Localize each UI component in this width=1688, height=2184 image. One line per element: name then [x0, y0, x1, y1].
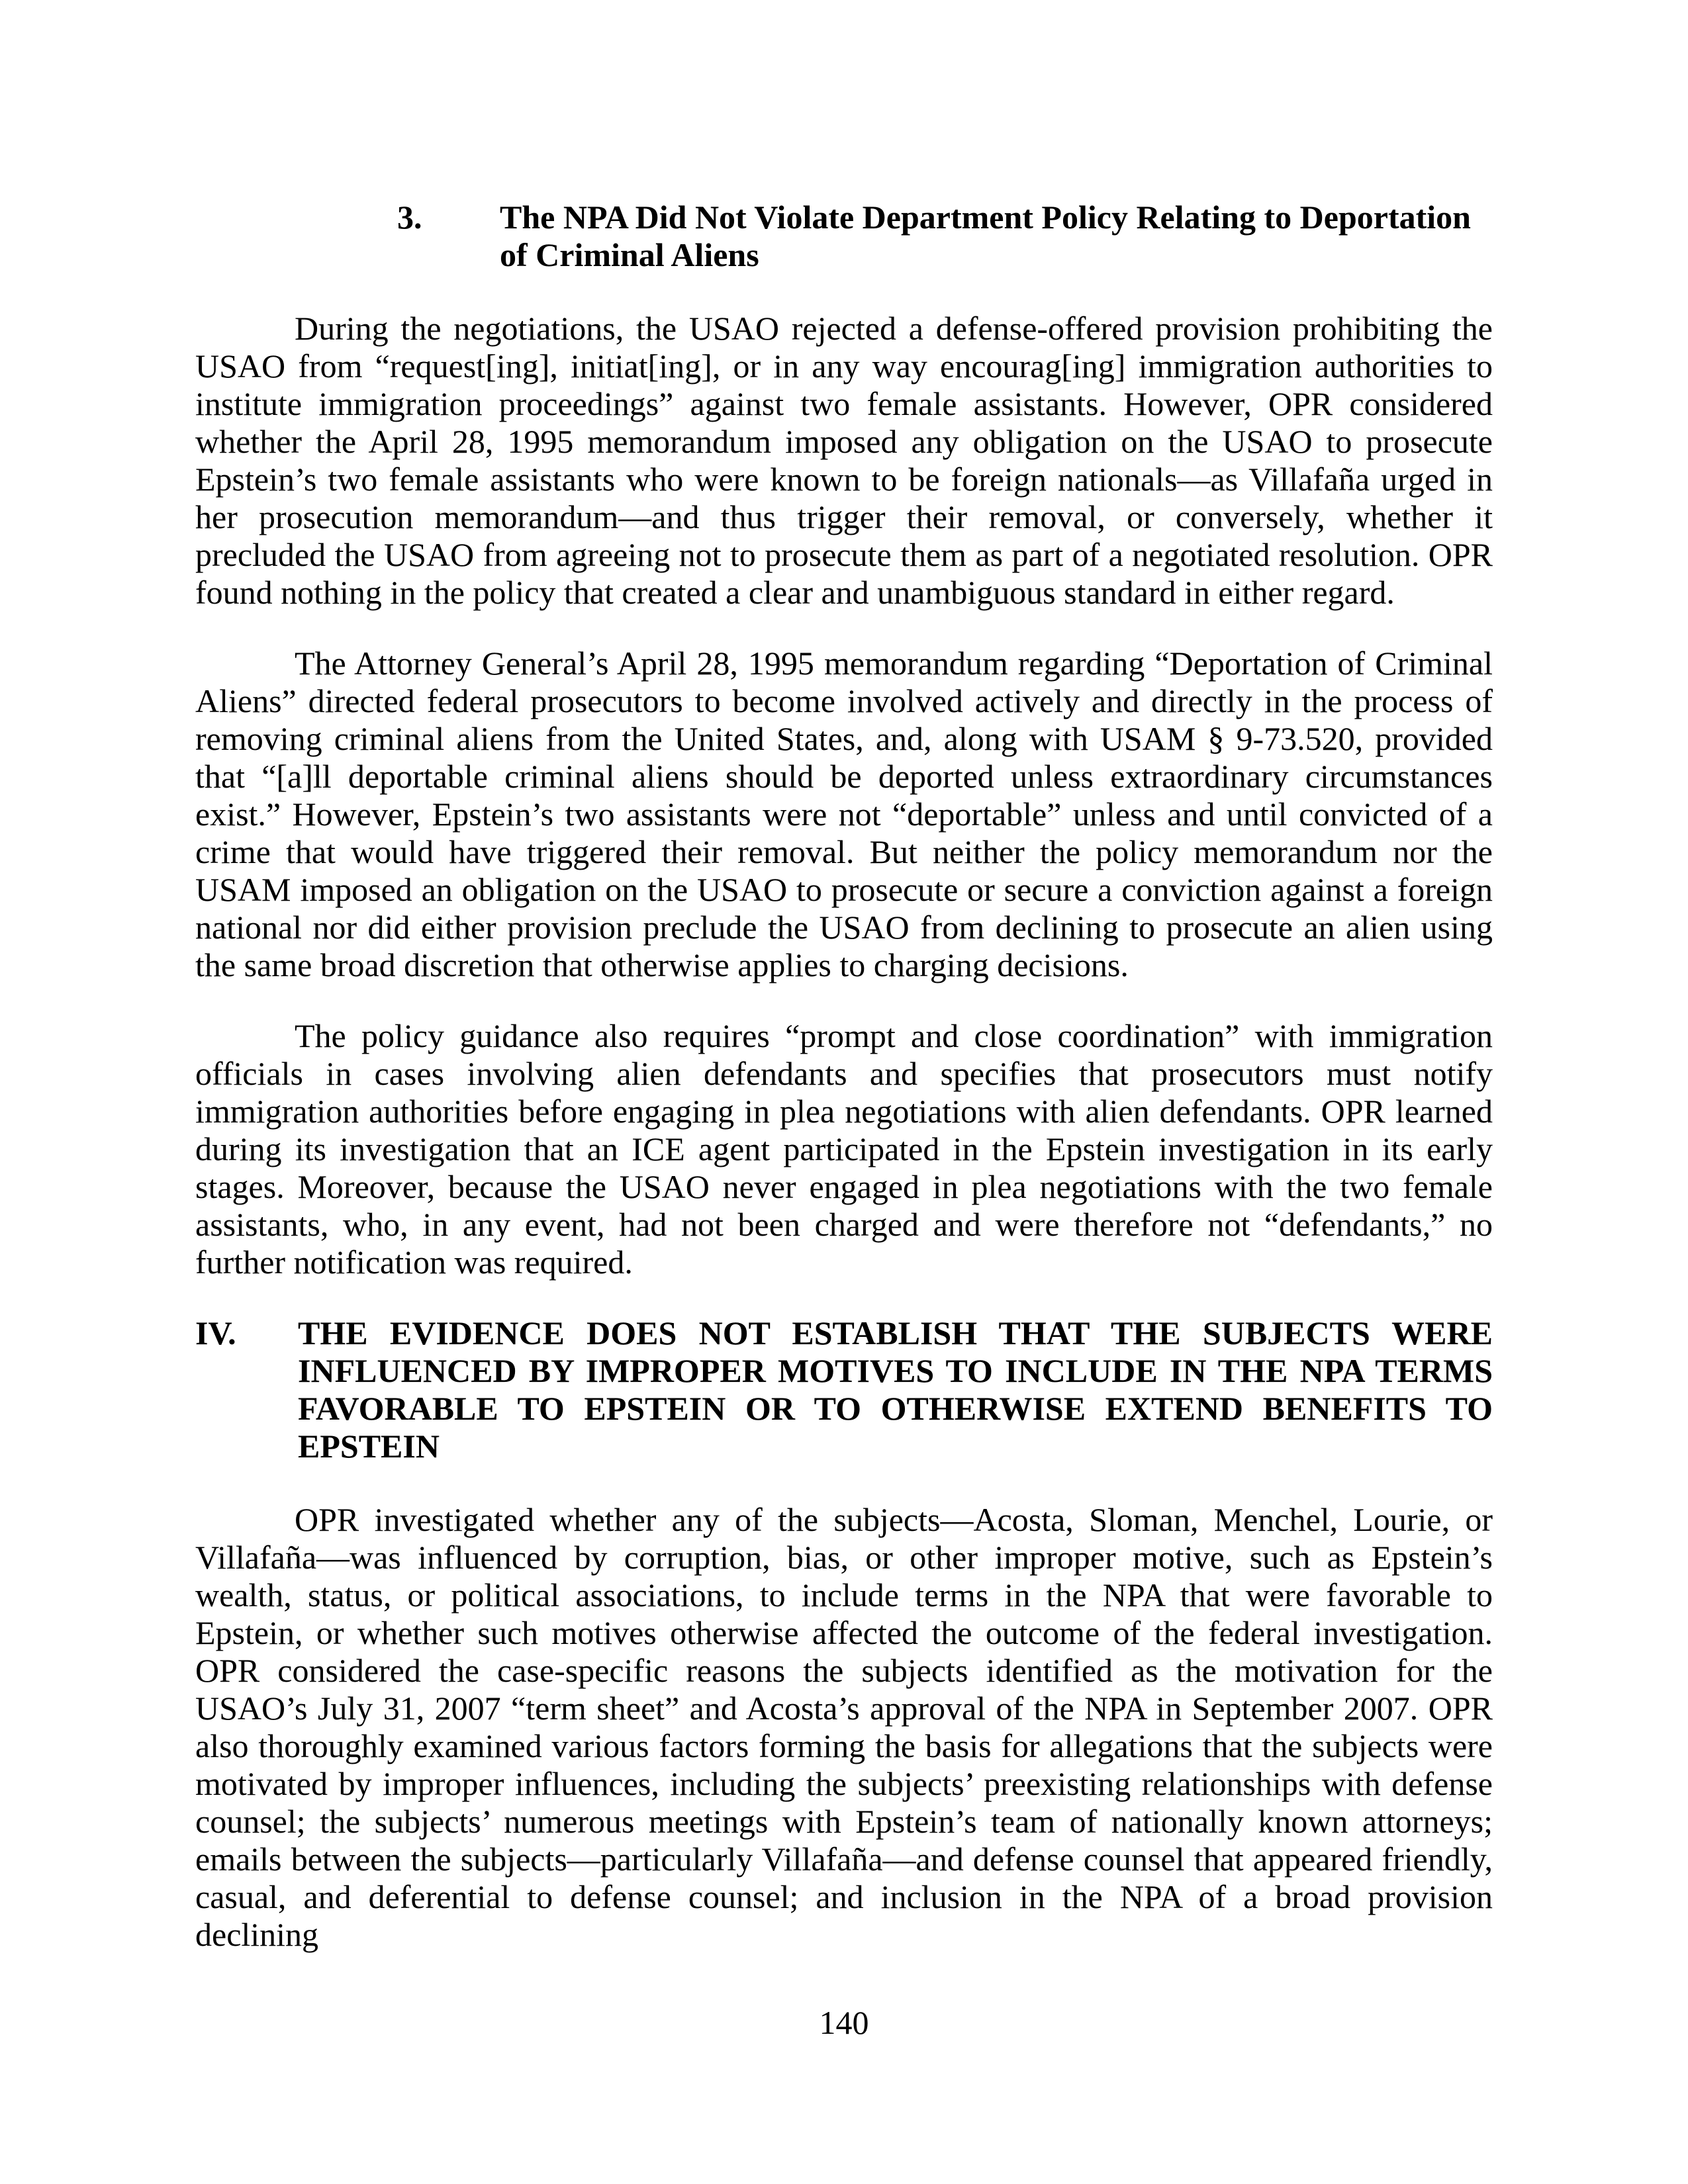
page-number: 140 [819, 2004, 869, 2041]
major-heading-number: IV. [195, 1314, 236, 1351]
section-heading-text: The NPA Did Not Violate Department Policy Relating to Deportation of Criminal Aliens [500, 199, 1471, 273]
paragraph: During the negotiations, the USAO rejected a defense-offered provision prohibiting the USAO from “request[ing], initiat[ing], or in any way encourag[ing] immigration authorities to institute immigration proceedings” against two female assistants. However, OPR considered whether the April 28, 1995 memorandum imposed any obligation on the USAO to prosecute Epstein’s two female assistants who were known to be foreign nationals—as Villafaña urged in her prosecution memorandum—and thus trigger their removal, or conversely, whether it precluded the USAO from agreeing not to prosecute them as part of a negotiated resolution. OPR found nothing in the policy that created a clear and unambiguous standard in either regard. [195, 310, 1493, 611]
paragraph: The policy guidance also requires “prompt and close coordination” with immigration officials in cases involving alien defendants and specifies that prosecutors must notify immigration authorities before engaging in plea negotiations with alien defendants. OPR learned during its investigation that an ICE agent participated in the Epstein investigation in its early stages. Moreover, because the USAO never engaged in plea negotiations with the two female assistants, who, in any event, had not been charged and were therefore not “defendants,” no further notification was required. [195, 1017, 1493, 1281]
major-heading [195, 1314, 1493, 1465]
major-heading-text: THE EVIDENCE DOES NOT ESTABLISH THAT THE SUBJECTS WERE INFLUENCED BY IMPROPER MOTIVES TO INCLUDE IN THE NPA TERMS FAVORABLE TO EPSTEIN OR TO OTHERWISE EXTEND BENEFITS TO EPSTEIN [298, 1314, 1493, 1465]
section-heading-number: 3. [397, 199, 422, 236]
paragraph: OPR investigated whether any of the subjects—Acosta, Sloman, Menchel, Lourie, or Villafaña—was influenced by corruption, bias, or other improper motive, such as Epstein’s wealth, status, or political associations, to include terms in the NPA that were favorable to Epstein, or whether such motives otherwise affected the outcome of the federal investigation. OPR considered the case-specific reasons the subjects identified as the motivation for the USAO’s July 31, 2007 “term sheet” and Acosta’s approval of the NPA in September 2007. OPR also thoroughly examined various factors forming the basis for allegations that the subjects were motivated by improper influences, including the subjects’ preexisting relationships with defense counsel; the subjects’ numerous meetings with Epstein’s team of nationally known attorneys; emails between the subjects—particularly Villafaña—and defense counsel that appeared friendly, casual, and deferential to defense counsel; and inclusion in the NPA of a broad provision declining [195, 1501, 1493, 1953]
section-heading [195, 199, 1493, 274]
paragraph: The Attorney General’s April 28, 1995 memorandum regarding “Deportation of Criminal Aliens” directed federal prosecutors to become involved actively and directly in the process of removing criminal aliens from the United States, and, along with USAM § 9-73.520, provided that “[a]ll deportable criminal aliens should be deported unless extraordinary circumstances exist.” However, Epstein’s two assistants were not “deportable” unless and until convicted of a crime that would have triggered their removal. But neither the policy memorandum nor the USAM imposed an obligation on the USAO to prosecute or secure a conviction against a foreign national nor did either provision preclude the USAO from declining to prosecute an alien using the same broad discretion that otherwise applies to charging decisions. [195, 645, 1493, 983]
